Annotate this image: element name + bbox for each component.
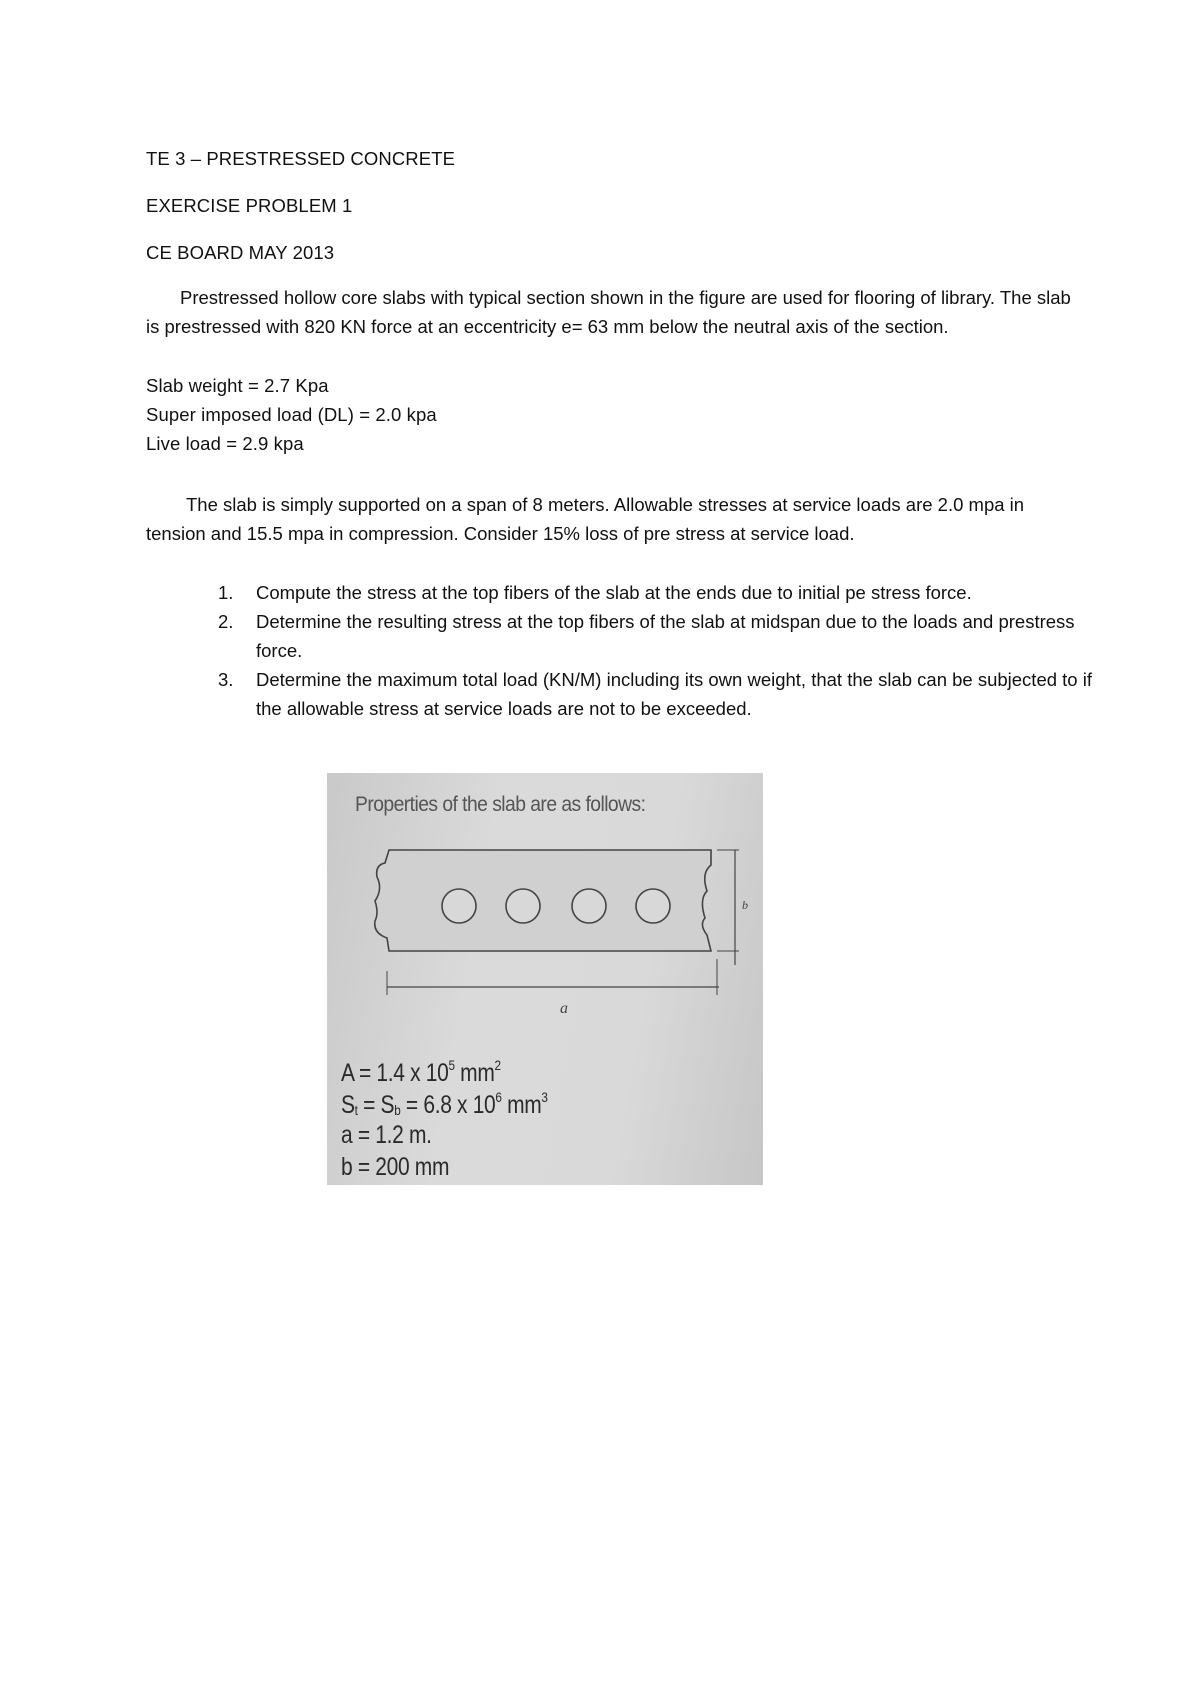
dimension-b-label: b [742, 898, 748, 912]
prop-depth-b: b = 200 mm [341, 1153, 450, 1181]
prop-width-a: a = 1.2 m. [341, 1121, 432, 1149]
question-text: Determine the maximum total load (KN/M) including its own weight, that the slab can be subjected to if the allowable stress at service loads are not to be exceeded. [256, 669, 1092, 719]
prop-area: A = 1.4 x $10^5$ $mm^2$ [341, 1057, 501, 1087]
prop-section-modulus: $S_t = S_b = 6.8$ x $10^6$ $mm^3$ [341, 1089, 548, 1119]
hollow-core [636, 889, 670, 923]
load-slab-weight: Slab weight = 2.7 Kpa [146, 375, 329, 396]
question-list [212, 578, 1092, 723]
course-title: TE 3 – PRESTRESSED CONCRETE [146, 148, 456, 169]
question-text: Determine the resulting stress at the top fibers of the slab at midspan due to the loads and prestress force. [256, 611, 1075, 661]
hollow-core [442, 889, 476, 923]
support-paragraph [146, 490, 1076, 548]
load-live: Live load = 2.9 kpa [146, 433, 304, 454]
figure-title: Properties of the slab are as follows: [355, 793, 646, 816]
question-number: 1. [218, 582, 234, 603]
question-item [212, 578, 1092, 607]
question-number: 2. [218, 611, 234, 632]
source-label: CE BOARD MAY 2013 [146, 242, 335, 263]
slab-figure-photo [327, 773, 763, 1185]
hollow-core [506, 889, 540, 923]
intro-paragraph [146, 283, 1076, 341]
question-number: 3. [218, 669, 234, 690]
question-item [212, 665, 1092, 723]
load-superimposed: Super imposed load (DL) = 2.0 kpa [146, 404, 437, 425]
exercise-title: EXERCISE PROBLEM 1 [146, 195, 353, 216]
question-item [212, 607, 1092, 665]
intro-text: Prestressed hollow core slabs with typical section shown in the figure are used for flooring of library. The slab is prestressed with 820 KN force at an eccentricity e= 63 mm below the neutral axis of the section. [146, 287, 1071, 337]
support-text: The slab is simply supported on a span of 8 meters. Allowable stresses at service loads are 2.0 mpa in tension and 15.5 mpa in compression. Consider 15% loss of pre stress at service load. [146, 494, 1025, 544]
dimension-a-label: a [560, 1000, 568, 1017]
question-text: Compute the stress at the top fibers of the slab at the ends due to initial pe stress force. [256, 582, 972, 603]
hollow-core [572, 889, 606, 923]
